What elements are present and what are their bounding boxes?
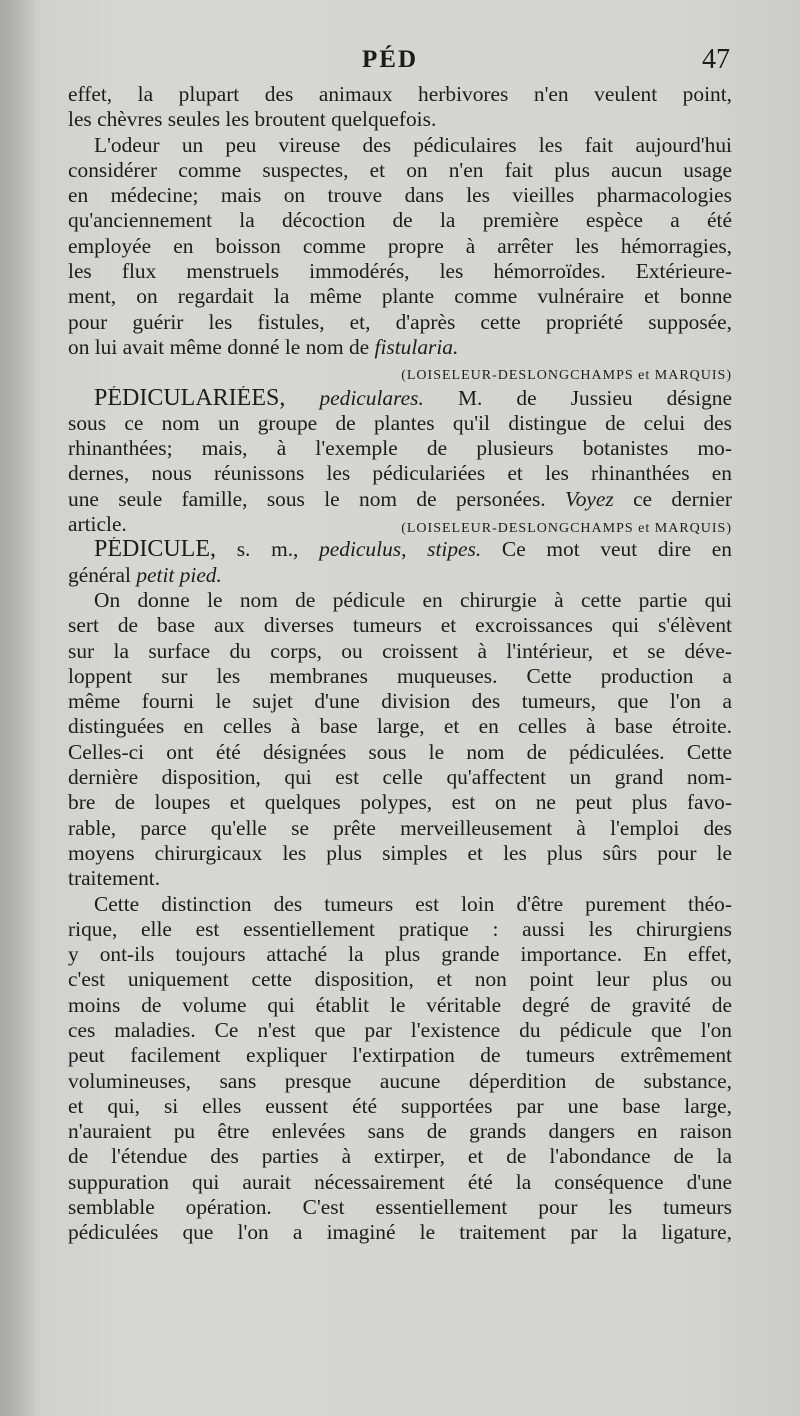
text-line: de l'étendue des parties à extirper, et de l'abondance de la	[68, 1144, 732, 1169]
italic-term: petit pied.	[136, 562, 222, 587]
text-line: n'auraient pu être enlevées sans de grands dangers en raison	[68, 1119, 732, 1144]
text-line: sert de base aux diverses tumeurs et excroissances qui s'élèvent	[68, 613, 732, 638]
text-line: rable, parce qu'elle se prête merveilleusement à l'emploi des	[68, 815, 732, 840]
entry-latin: stipes.	[427, 537, 482, 562]
text-fragment: article.	[68, 512, 127, 537]
text-line	[68, 563, 732, 588]
text-line: loppent sur les membranes muqueuses. Cette production a	[68, 663, 732, 688]
text-line: moins de volume qui établit le véritable degré de gravité de	[68, 992, 732, 1017]
text-line: distinguées en celles à base large, et en celles à base étroite.	[68, 714, 732, 739]
text-line: en médecine; mais on trouve dans les vieilles pharmacologies	[68, 183, 732, 208]
author-signature: (LOISELEUR-DESLONGCHAMPS et MARQUIS)	[401, 521, 732, 537]
text-line: On donne le nom de pédicule en chirurgie à cette partie qui	[94, 587, 732, 612]
entry-latin: pediculares.	[319, 385, 424, 410]
entry-title: PÉDICULE,	[94, 537, 216, 563]
text-fragment: on lui avait même donné le nom de	[68, 334, 370, 359]
entry-heading-line: PÉDICULE, s. m., pediculus, stipes. Ce mot veut dire en	[94, 537, 732, 563]
text-fragment: ce dernier	[633, 486, 732, 511]
text-line: sur la surface du corps, ou croissent à l'intérieur, et se déve-	[68, 638, 732, 663]
text-line: c'est uniquement cette disposition, et non point leur plus ou	[68, 967, 732, 992]
text-line: Celles-ci ont été désignées sous le nom de pédiculées. Cette	[68, 739, 732, 764]
signature-text: (LOISELEUR-DESLONGCHAMPS et MARQUIS)	[401, 368, 732, 384]
entry-title: PÉDICULARIÉES,	[94, 385, 286, 411]
text-line: employée en boisson comme propre à arrêter les hémorragies,	[68, 233, 732, 258]
text-line: dernière disposition, qui est celle qu'affectent un grand nom-	[68, 765, 732, 790]
text-line: volumineuses, sans presque aucune déperdition de substance,	[68, 1068, 732, 1093]
text-line: rhinanthées; mais, à l'exemple de plusieurs botanistes mo-	[68, 436, 732, 461]
entry-latin: pediculus	[319, 537, 402, 562]
text-line: rique, elle est essentiellement pratique : aussi les chirurgiens	[68, 916, 732, 941]
text-line: dernes, nous réunissons les pédiculariées et les rhinanthées en	[68, 461, 732, 486]
text-line: moyens chirurgicaux les plus simples et les plus sûrs pour le	[68, 840, 732, 865]
author-signature	[68, 360, 732, 385]
text-line: semblable opération. C'est essentiellement pour les tumeurs	[68, 1195, 732, 1220]
text-line: les chèvres seules les broutent quelquefois.	[68, 107, 437, 132]
grammar-note: s. m.,	[236, 537, 299, 562]
text-fragment: M. de Jussieu désigne	[457, 385, 732, 410]
text-line: et qui, si elles eussent été supportées par une base large,	[68, 1093, 732, 1118]
text-line	[68, 335, 732, 360]
text-line: bre de loupes et quelques polypes, est on ne peut plus favo-	[68, 790, 732, 815]
text-line: même fourni le sujet d'une division des tumeurs, que l'on a	[68, 689, 732, 714]
text-line: peut facilement expliquer l'extirpation de tumeurs extrêmement	[68, 1043, 732, 1068]
text-line: pour guérir les fistules, et, d'après cette propriété supposée,	[68, 309, 732, 334]
binding-shadow	[0, 0, 38, 1416]
text-line: y ont-ils toujours attaché la plus grande importance. En effet,	[68, 942, 732, 967]
text-line: traitement.	[68, 866, 161, 891]
page-header	[0, 44, 800, 78]
page-number: 47	[702, 44, 730, 75]
text-fragment: Ce mot veut dire en	[501, 537, 732, 562]
entry-heading-line	[68, 386, 732, 411]
text-line: effet, la plupart des animaux herbivores n'en veulent point,	[68, 82, 732, 106]
text-line	[68, 512, 732, 537]
text-line: ces maladies. Ce n'est que par l'existence du pédicule que l'on	[68, 1017, 732, 1042]
text-line: les flux menstruels immodérés, les hémorroïdes. Extérieure-	[68, 259, 732, 284]
text-line: qu'anciennement la décoction de la première espèce a été	[68, 208, 732, 233]
italic-term: fistularia.	[374, 334, 459, 359]
text-fragment: une seule famille, sous le nom de personées.	[68, 486, 546, 511]
text-fragment: général	[68, 562, 131, 587]
text-line: L'odeur un peu vireuse des pédiculaires les fait aujourd'hui	[94, 132, 732, 157]
text-line: sous ce nom un groupe de plantes qu'il distingue de celui des	[68, 410, 732, 435]
text-line	[68, 487, 732, 512]
text-line: pédiculées que l'on a imaginé le traitement par la ligature,	[68, 1220, 732, 1245]
body-text	[68, 82, 732, 1246]
running-head: PÉD	[362, 46, 418, 73]
text-line: ment, on regardait la même plante comme vulnéraire et bonne	[68, 284, 732, 309]
text-line: suppuration qui aurait nécessairement été la conséquence d'une	[68, 1169, 732, 1194]
voyez-reference: Voyez	[565, 486, 614, 511]
text-line: Cette distinction des tumeurs est loin d'être purement théo-	[94, 891, 732, 916]
text-line: considérer comme suspectes, et on n'en fait plus aucun usage	[68, 157, 732, 182]
